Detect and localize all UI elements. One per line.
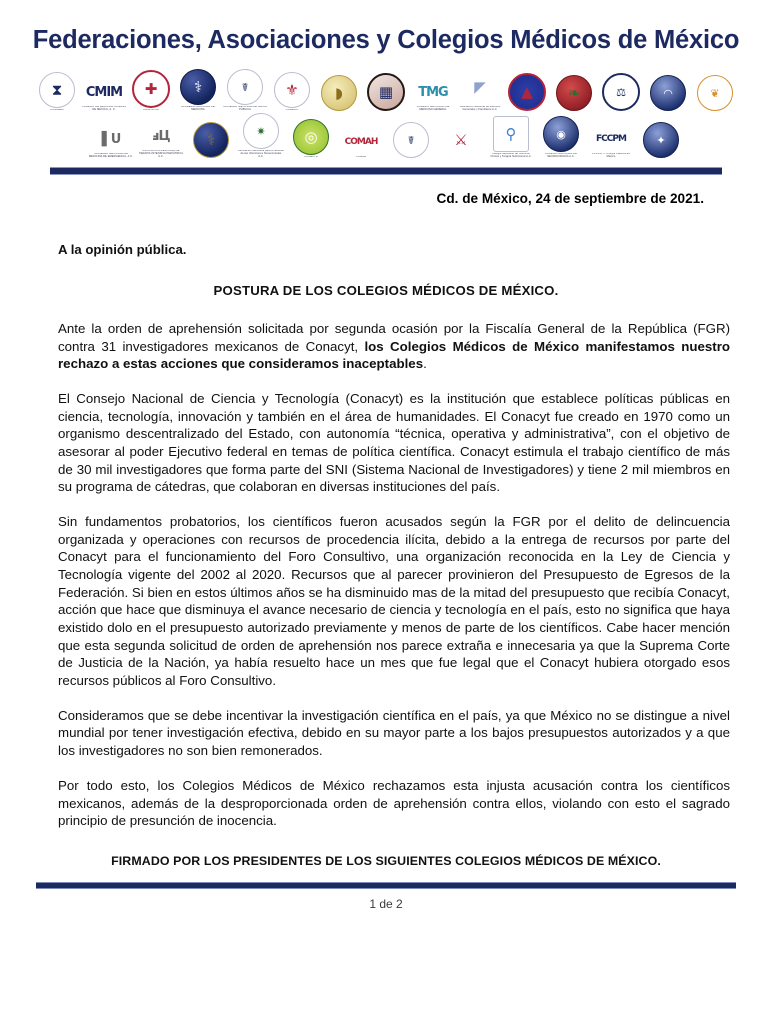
- logo-nutricion-clinica: [489, 113, 533, 159]
- comah-wordmark-icon: COMAH: [344, 137, 378, 148]
- smme-wordmark-icon: ▌U: [101, 131, 121, 147]
- document-body: [0, 191, 772, 868]
- cmim-wordmark-icon: CMIM: [85, 84, 123, 100]
- page-title: POSTURA DE LOS COLEGIOS MÉDICOS DE MÉXICO.: [213, 283, 559, 299]
- logo-conamec: [35, 66, 79, 112]
- logo-row-top: [14, 60, 758, 112]
- paragraph-3: Sin fundamentos probatorios, los científicos fueron acusados según la FGR por el delito de delincuencia organizada y operaciones con recursos de procedencia ilícita, debido a la entrega de recursos por parte del Conacyt para el funcionamiento del Foro Consultivo, una organización reconocida en la Ley de Ciencia y Tecnología vigente del 2002 al 2020. Recursos que al parecer provinieron del Presupuesto de Egresos de la Federación. Si bien en estos últimos años se ha disminuido mas de la mitad del presupuesto que recibía Conacyt, acción que hace que disminuya el avance necesario de ciencia y tecnología en el país, esto no significa que haya existido dolo en el presupuesto autorizado previamente y menos de parte de los científicos. Cabe hacer mención que esta segunda solicitud de orden de aprehensión nos parece extraña e innecesaria ya que la Suprema Corte de Justicia de la Nación, ya había resuelto hace un mes que fue legal que el Conacyt hubiera otorgado esos recursos públicos al Foro Consultivo.: [58, 514, 730, 689]
- paragraph-1-emphasis: los Colegios Médicos de México manifestamos nuestro rechazo a estas acciones que consideramos inaceptables: [58, 338, 730, 372]
- logo-caption: SOCIEDAD MEXICANA DE SALUD PÚBLICA: [223, 106, 267, 112]
- logo-caption: COLEGIO MEXICANO DE MEDICINA GENERAL: [416, 106, 450, 112]
- logo-caption: COMAH: [355, 156, 367, 159]
- shield-icon: ⚕: [193, 77, 203, 96]
- logo-podologia: [693, 66, 737, 112]
- logo-caption: CRUZ ROJA: [143, 109, 159, 112]
- red-cross-icon: ✚: [144, 79, 158, 98]
- letterhead-title: Federaciones, Asociaciones y Colegios Médicos de México: [32, 26, 740, 54]
- logo-colegio-azteca: [270, 66, 314, 112]
- microbe-icon: ✷: [256, 124, 266, 138]
- logo-academia-nacional-medicina: [176, 66, 220, 112]
- paragraph-5: Por todo esto, los Colegios Médicos de México rechazamos esta injusta acusación contra los científicos mexicanos, además de la desproporcionada orden de aprehensión contra ellos, violando con esto el sagrado principio de presunción de inocencia.: [58, 777, 730, 829]
- logo-row-bottom: [14, 114, 758, 158]
- logo-caption: Asociación Mexicana para el Estudio de las Infecciones Nosocomiales A.C.: [238, 150, 284, 159]
- logo-comefyr: [289, 113, 333, 159]
- emblem-icon: ✦: [656, 133, 666, 147]
- paragraph-4: Consideramos que se debe incentivar la investigación científica en el país, ya que México no se distingue a nivel mundial por tener investigación efectiva, debido en su mayor parte a los bajos presupuestos autorizados y a que los investigadores no son bien remonerados.: [58, 707, 730, 759]
- logo-caption: COLEGIO: [285, 109, 299, 112]
- logo-tmg: [411, 66, 455, 112]
- brain-map-icon: ◉: [556, 127, 566, 141]
- paragraph-1-tail: .: [423, 356, 427, 372]
- logo-colegio-neurocirugia: [539, 113, 583, 159]
- textile-pattern-icon: ▦: [378, 82, 394, 101]
- footer-divider: [36, 882, 736, 889]
- logo-sociedad-salud-publica: [223, 66, 267, 112]
- caduceus-icon: ☤: [241, 80, 249, 94]
- letterhead-divider: [50, 167, 722, 175]
- logo-fccpm: [589, 113, 633, 159]
- person-icon: ⚲: [505, 124, 517, 143]
- signoff-line: FIRMADO POR LOS PRESIDENTES DE LOS SIGUIENTES COLEGIOS MÉDICOS DE MÉXICO.: [111, 853, 661, 868]
- emblem-icon: ◠: [663, 86, 673, 100]
- amtip-wordmark-icon: ⅎЦ: [152, 128, 170, 144]
- paragraph-1: [40, 320, 732, 373]
- logo-sociedad-medicina-emergencia: [89, 113, 133, 159]
- page-number: 1 de 2: [369, 896, 403, 911]
- aztec-warrior-icon: ⚔: [454, 130, 468, 149]
- logo-caption: FCCPM — Cirugía Plástica de México: [592, 153, 630, 159]
- logo-caption: COLEGIO DE MEDICINA INTERNA DE MÉXICO, A. C.: [81, 106, 127, 112]
- logo-caption: COLEGIO NACIONAL DE NEUROCIRUGÍA A.C.: [545, 153, 577, 159]
- logo-cruz-roja: [129, 66, 173, 112]
- logo-nutricion: [552, 66, 596, 112]
- signal-icon: ◎: [304, 127, 318, 146]
- scale-icon: ⚖: [616, 85, 626, 99]
- letterhead: [0, 0, 772, 175]
- logo-ginecologia-obstetricia: [599, 66, 643, 112]
- hourglass-icon: ⧗: [51, 80, 63, 99]
- logo-caption: Asociación Nacional de Médicos Generales y Familiares A.C.: [459, 106, 501, 112]
- logo-comah: [339, 113, 383, 159]
- logo-caption: COMEFYR: [304, 156, 318, 159]
- logo-colegio-azul-final: [639, 113, 683, 159]
- footprints-icon: ❦: [710, 86, 720, 100]
- blood-drops-icon: ▲: [521, 82, 533, 101]
- mexico-map-icon: ◗: [335, 83, 343, 102]
- fccpm-wordmark-icon: FCCPM: [596, 134, 626, 145]
- logo-mapa-mexico-dorado: [317, 66, 361, 112]
- plant-icon: ❧: [567, 83, 581, 102]
- logo-medicos-generales-familiares: [458, 66, 502, 112]
- paragraph-1-lead: Ante la orden de aprehensión solicitada por segunda ocasión por la Fiscalía General de la República (FGR) contra 31 investigadores mexicanos de Conacyt,: [58, 321, 730, 354]
- logo-colegio-escudo-dorado: [189, 113, 233, 159]
- logo-hematologia: [505, 66, 549, 112]
- mexico-map-icon: ◤: [474, 77, 486, 96]
- caduceus-icon: ☤: [407, 133, 415, 147]
- tmg-wordmark-icon: TMG: [418, 84, 448, 100]
- logo-infecciones-nosocomiales: [239, 113, 283, 159]
- logo-caption: CONAMEC: [50, 109, 64, 112]
- shield-icon: ⚕: [206, 130, 216, 149]
- logo-guerrero-azteca: [439, 113, 483, 159]
- logo-caption: ACADEMIA NACIONAL DE MEDICINA: [181, 106, 215, 112]
- logo-sociedad-azul: [646, 66, 690, 112]
- salutation: A la opinión pública.: [58, 242, 187, 258]
- logo-caption: Colegio Mexicano de Nutrición Clínica y Terapia Nutricional A.C.: [490, 153, 532, 159]
- aztec-warrior-icon: ⚜: [285, 80, 299, 99]
- logo-sociedad-caduceo: [389, 113, 433, 159]
- logo-terapia-intensiva-pediatrica: [139, 113, 183, 159]
- date-line: Cd. de México, 24 de septiembre de 2021.: [436, 191, 704, 207]
- logo-textil-mexicano: [364, 66, 408, 112]
- logo-caption: SOCIEDAD MEXICANA DE MEDICINA DE EMERGENCIA, A.C.: [88, 153, 134, 159]
- logo-caption: ASOCIACIÓN MEXICANA DE TERAPIA INTENSIVA PEDIÁTRICA A.C.: [138, 150, 184, 159]
- logo-colegio-medicina-interna: [82, 66, 126, 112]
- paragraph-2: El Consejo Nacional de Ciencia y Tecnología (Conacyt) es la institución que establece políticas públicas en ciencia, tecnología, innovación y también en el área de humanidades. El Conacyt fue creado en 1970 como un organismo descentralizado del Estado, con autonomía “técnica, operativa y administrativa”, con el objetivo de asesorar al poder Ejecutivo federal en temas de política científica. Conacyt estimula el trabajo científico de más de 30 mil investigadores que forma parte del SNI (Sistema Nacional de Investigadores) y tiene 2 mil miembros en su programa de cátedras, que colaboran en diversas instituciones del país.: [58, 391, 730, 495]
